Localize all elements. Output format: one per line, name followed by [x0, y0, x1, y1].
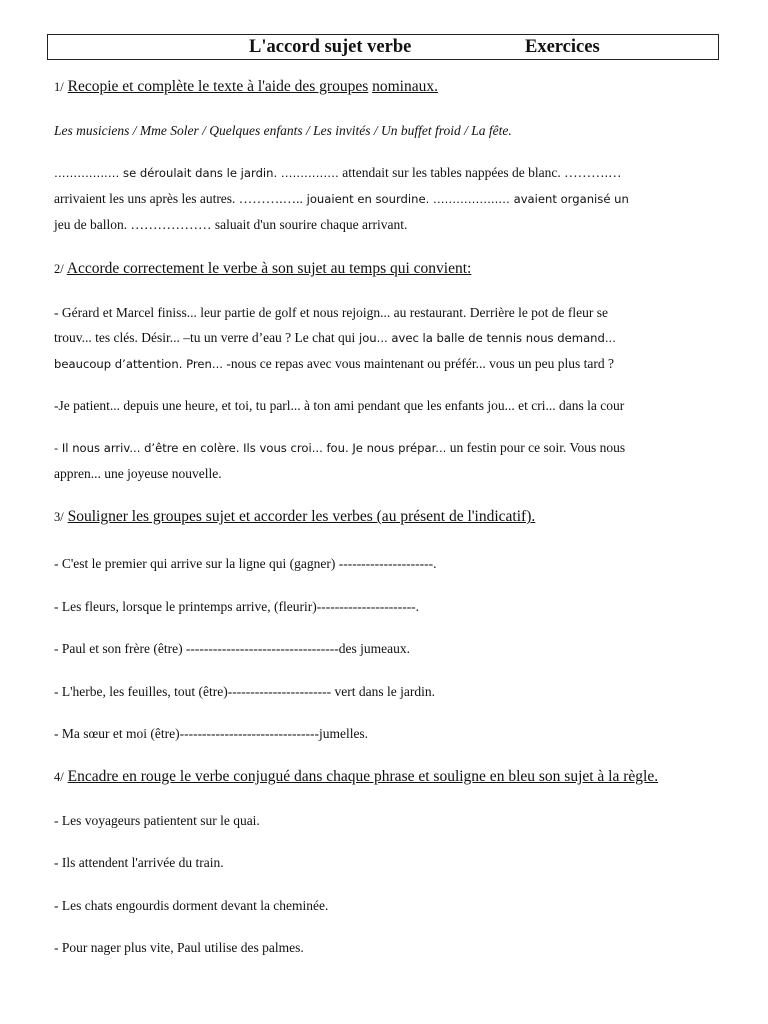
ex2-number: 2/: [54, 262, 64, 276]
ex2-text-line: -Je patient... depuis une heure, et toi, tu parl... à ton ami pendant que les enfants jou... et cri... dans la cour: [54, 398, 625, 413]
ex4-number: 4/: [54, 770, 64, 784]
ex2-text-line: trouv... tes clés. Désir... –tu un verre d’eau ? Le chat qui jou... avec la balle de tennis nous demand...: [54, 330, 616, 345]
ex4-item: - Ils attendent l'arrivée du train.: [54, 855, 224, 870]
ex1-text-line: …………..… se déroulait dans le jardin. …………… attendait sur les tables nappées de blanc. ……….…: [54, 165, 622, 180]
ex3-instruction: Souligner les groupes sujet et accorder les verbes (au présent de l'indicatif).: [67, 508, 536, 525]
ex4-instruction: Encadre en rouge le verbe conjugué dans chaque phrase et souligne en bleu son sujet à la règle.: [67, 768, 659, 785]
ex1-word-bank: Les musiciens / Mme Soler / Quelques enfants / Les invités / Un buffet froid / La fête.: [54, 123, 512, 138]
ex1-text-line: jeu de ballon. ……………… saluait d'un sourire chaque arrivant.: [54, 217, 408, 232]
ex4-item: - Les voyageurs patientent sur le quai.: [54, 813, 260, 828]
ex1-text-line: arrivaient les uns après les autres. ……….….. jouaient en sourdine. ……………..… avaient organisé un: [54, 191, 629, 206]
ex1-instruction-b: nominaux.: [372, 78, 438, 95]
ex3-heading: [54, 508, 535, 526]
ex1-instruction-a: Recopie et complète le texte à l'aide des groupes: [67, 78, 369, 95]
ex3-item: - C'est le premier qui arrive sur la ligne qui (gagner) ---------------------.: [54, 556, 437, 571]
ex2-instruction: Accorde correctement le verbe à son sujet au temps qui convient:: [66, 260, 472, 277]
ex2-text-line: beaucoup d’attention. Pren... -nous ce repas avec vous maintenant ou préfér... vous un peu plus tard ?: [54, 356, 614, 371]
ex1-heading: [54, 78, 438, 96]
page-subtitle: Exercices: [525, 37, 600, 57]
ex3-item: - Les fleurs, lorsque le printemps arrive, (fleurir)----------------------.: [54, 599, 420, 614]
ex3-number: 3/: [54, 510, 64, 524]
ex3-item: - L'herbe, les feuilles, tout (être)----------------------- vert dans le jardin.: [54, 684, 435, 699]
ex3-item: - Paul et son frère (être) ----------------------------------des jumeaux.: [54, 641, 411, 656]
ex1-number: 1/: [54, 80, 64, 94]
ex2-text-line: - Gérard et Marcel finiss... leur partie de golf et nous rejoign... au restaurant. Derrière le pot de fleur se: [54, 305, 609, 320]
ex3-item: - Ma sœur et moi (être)-------------------------------jumelles.: [54, 726, 369, 741]
title-box: [47, 34, 719, 60]
ex2-heading: [54, 260, 471, 278]
ex2-text-line: appren... une joyeuse nouvelle.: [54, 466, 222, 481]
ex4-item: - Les chats engourdis dorment devant la cheminée.: [54, 898, 329, 913]
ex2-text-line: - Il nous arriv... d’être en colère. Ils vous croi... fou. Je nous prépar... un festin pour ce soir. Vous nous: [54, 440, 626, 455]
ex4-item: - Pour nager plus vite, Paul utilise des palmes.: [54, 940, 304, 955]
ex4-heading: [54, 768, 658, 786]
page-title: L'accord sujet verbe: [249, 37, 412, 57]
